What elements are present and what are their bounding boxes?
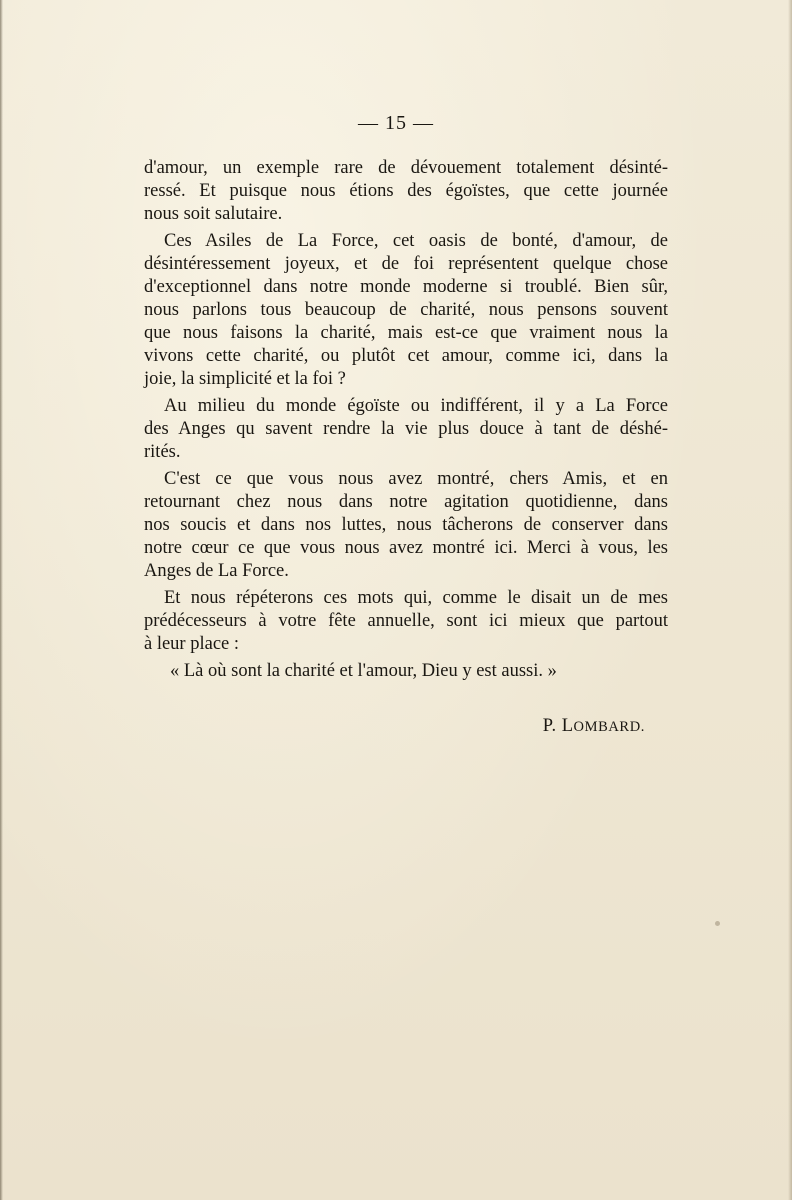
paragraph-2-line-4: nous parlons tous beaucoup de charité, nous pensons souvent (144, 300, 668, 320)
page-right-edge (788, 0, 792, 1200)
signature (543, 716, 645, 737)
paragraph-4-line-2: retournant chez nous dans notre agitation quotidienne, dans (144, 492, 668, 512)
paragraph-5-line-1: Et nous répéterons ces mots qui, comme le disait un de mes (164, 588, 668, 608)
signature-surname-rest: OMBARD. (573, 719, 645, 735)
paragraph-2-line-6: vivons cette charité, ou plutôt cet amour, comme ici, dans la (144, 346, 668, 366)
paragraph-1-line-1: d'amour, un exemple rare de dévouement totalement désinté- (144, 158, 668, 178)
paragraph-5-line-3: à leur place : (144, 634, 240, 654)
page-left-edge (0, 0, 3, 1200)
paragraph-2-line-1: Ces Asiles de La Force, cet oasis de bonté, d'amour, de (164, 231, 668, 251)
page-number: — 15 — (358, 112, 434, 134)
paragraph-3-line-3: rités. (144, 442, 181, 462)
paragraph-1-line-3: nous soit salutaire. (144, 204, 283, 224)
paragraph-5-line-2: prédécesseurs à votre fête annuelle, sont ici mieux que partout (144, 611, 668, 631)
paragraph-3-line-2: des Anges qu savent rendre la vie plus douce à tant de déshé- (144, 419, 668, 439)
paragraph-1-line-2: ressé. Et puisque nous étions des égoïstes, que cette journée (144, 181, 668, 201)
paragraph-4-line-4: notre cœur ce que vous nous avez montré ici. Merci à vous, les (144, 538, 668, 558)
paragraph-2-line-2: désintéressement joyeux, et de foi représentent quelque chose (144, 254, 668, 274)
paragraph-4-line-1: C'est ce que vous nous avez montré, chers Amis, et en (164, 469, 668, 489)
paragraph-4-line-3: nos soucis et dans nos luttes, nous tâcherons de conserver dans (144, 515, 668, 535)
body-text (144, 157, 668, 683)
closing-quote: « Là où sont la charité et l'amour, Dieu y est aussi. » (170, 661, 557, 681)
paragraph-2-line-7: joie, la simplicité et la foi ? (144, 369, 346, 389)
paragraph-2-line-5: que nous faisons la charité, mais est-ce que vraiment nous la (144, 323, 668, 343)
paper-spot (715, 921, 720, 926)
paragraph-2-line-3: d'exceptionnel dans notre monde moderne si troublé. Bien sûr, (144, 277, 668, 297)
signature-initial: P. L (542, 716, 574, 736)
paragraph-3-line-1: Au milieu du monde égoïste ou indifférent, il y a La Force (164, 396, 668, 416)
paragraph-4-line-5: Anges de La Force. (144, 561, 289, 581)
